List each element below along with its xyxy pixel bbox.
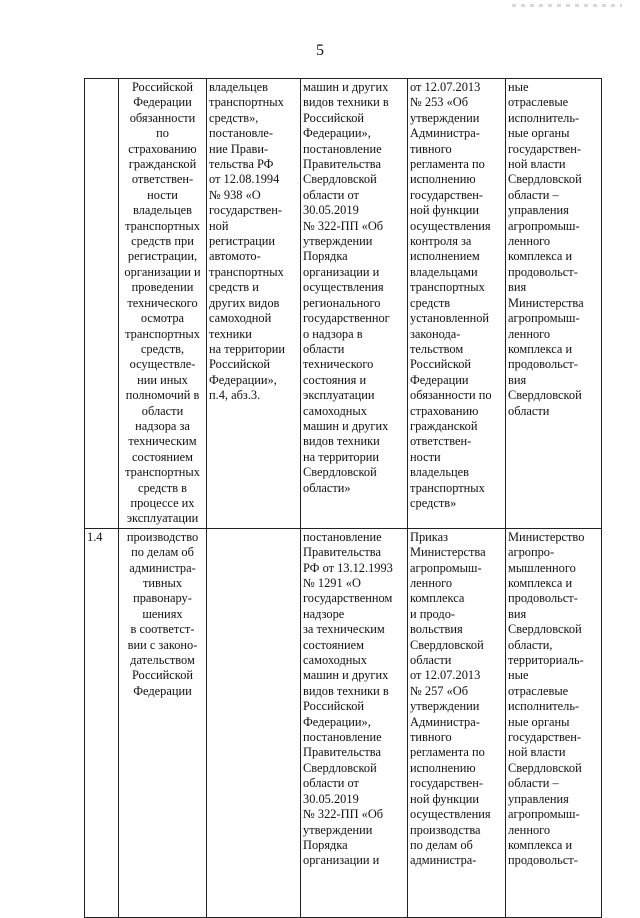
cell-text-line: за техническим: [303, 622, 385, 637]
legal-basis-regional-cell: [301, 79, 408, 529]
cell-text-line: области: [410, 653, 452, 668]
activity-cell: [119, 528, 207, 917]
cell-text-line: транспортных: [209, 264, 284, 279]
cell-text-line: 30.05.2019: [303, 203, 359, 218]
legal-basis-regional-cell: [301, 528, 408, 917]
cell-text-line: ные: [508, 80, 529, 94]
cell-text-line: государствен-: [508, 730, 581, 745]
cell-text-line: Федерации: [410, 372, 469, 387]
cell-text-line: Порядка: [303, 249, 348, 264]
cell-text-line: видов техники: [303, 434, 380, 449]
cell-text-line: области: [141, 403, 184, 418]
cell-text-line: государствен-: [410, 187, 483, 202]
cell-text-line: Администра-: [410, 714, 480, 729]
cell-text-line: ленного: [508, 234, 551, 249]
cell-text-line: гражданской: [128, 157, 197, 172]
cell-text-line: тельства РФ: [209, 157, 274, 172]
cell-text-line: Свердловской: [410, 637, 484, 652]
executor-cell: [506, 79, 602, 529]
cell-text-line: транспортных: [125, 326, 200, 341]
cell-text-line: автомото-: [209, 249, 261, 264]
cell-text-line: вия: [508, 372, 527, 387]
cell-text-line: комплекса и: [508, 341, 573, 356]
cell-text-line: о надзора в: [303, 326, 363, 341]
cell-text-line: ной функции: [410, 791, 480, 806]
cell-text-line: регионального: [303, 295, 381, 310]
cell-text-line: № 938 «О: [209, 187, 261, 202]
cell-text-line: постановление: [303, 730, 382, 745]
cell-text-line: ленного: [508, 326, 551, 341]
table-row: [85, 79, 602, 529]
cell-text-line: области –: [508, 187, 559, 202]
cell-text-line: по делам об: [131, 545, 194, 560]
cell-text-line: осуществления: [410, 218, 491, 233]
cell-text-line: гражданской: [410, 418, 478, 433]
cell-text-line: мышленного: [508, 560, 576, 575]
table-row: [85, 528, 602, 917]
cell-text-line: тельством: [410, 341, 464, 356]
cell-text-line: страхованию: [410, 403, 479, 418]
cell-text-line: комплекса и: [508, 249, 573, 264]
cell-text-line: комплекса и: [508, 576, 573, 590]
cell-text-line: на территории: [303, 449, 380, 464]
cell-text-line: осуществле-: [129, 357, 196, 372]
cell-text-line: видов техники в: [303, 683, 389, 698]
cell-text-line: страхованию: [128, 141, 197, 156]
cell-text-line: Приказ: [410, 529, 449, 544]
cell-text-line: организации и: [303, 264, 380, 279]
cell-text-line: эксплуатации: [126, 511, 199, 526]
cell-text-line: ные: [508, 668, 529, 683]
cell-text-line: от 12.07.2013: [410, 80, 481, 94]
cell-text-line: и продо-: [410, 606, 456, 621]
cell-text-line: самоходных: [303, 653, 367, 668]
cell-text-line: от 12.08.1994: [209, 172, 280, 187]
cell-text-line: дательством: [130, 653, 195, 668]
cell-text-line: средств и: [209, 280, 259, 295]
cell-text-line: других видов: [209, 295, 280, 310]
cell-text-line: продовольст-: [508, 357, 578, 372]
cell-text-line: РФ от 13.12.1993: [303, 560, 393, 575]
cell-text-line: области»: [303, 480, 351, 495]
cell-text-line: транспортных: [125, 465, 200, 480]
cell-text-line: производства: [410, 822, 481, 837]
cell-text-line: регистрации: [209, 234, 276, 249]
cell-text-line: техники: [209, 326, 252, 341]
cell-text-line: Федерации: [133, 95, 192, 110]
cell-text-line: ответствен-: [131, 172, 194, 187]
cell-text-line: вольствия: [410, 622, 463, 637]
cell-text-line: владельцев: [133, 203, 192, 218]
cell-text-line: исполнитель-: [508, 110, 580, 125]
cell-text-line: средств»,: [209, 110, 259, 125]
cell-text-line: администра-: [129, 560, 196, 575]
cell-text-line: организации и: [303, 853, 380, 868]
cell-text-line: законода-: [410, 326, 461, 341]
legal-basis-federal-cell: [207, 528, 301, 917]
cell-text-line: области от: [303, 776, 359, 791]
cell-text-line: тивных: [142, 576, 183, 590]
cell-text-line: № 253 «Об: [410, 95, 469, 110]
cell-text-line: продовольст-: [508, 264, 578, 279]
legal-basis-federal-cell: [207, 79, 301, 529]
cell-text-line: исполнитель-: [508, 699, 580, 714]
regulation-cell: [408, 528, 506, 917]
cell-text-line: государствен-: [209, 203, 282, 218]
cell-text-line: ной функции: [410, 203, 480, 218]
cell-text-line: ности: [410, 449, 441, 464]
cell-text-line: нии иных: [137, 372, 188, 387]
cell-text-line: вия: [508, 606, 527, 621]
cell-text-line: Федерации»,: [303, 714, 371, 729]
cell-text-line: самоходной: [209, 311, 272, 326]
cell-text-line: Порядка: [303, 837, 348, 852]
cell-text-line: организации и: [124, 264, 201, 279]
cell-text-line: управления: [508, 203, 569, 218]
cell-text-line: постановление: [303, 141, 382, 156]
cell-text-line: по делам об: [410, 837, 473, 852]
cell-text-line: ответствен-: [410, 434, 472, 449]
cell-text-line: Российской: [209, 357, 271, 372]
cell-text-line: эксплуатации: [303, 388, 375, 403]
cell-text-line: агропромыш-: [508, 807, 580, 822]
cell-text-line: администра-: [410, 853, 477, 868]
cell-text-line: состоянием: [303, 637, 365, 652]
cell-text-line: Свердловской: [303, 760, 377, 775]
cell-text-line: в соответст-: [130, 622, 195, 637]
cell-text-line: средств в: [137, 480, 188, 495]
cell-text-line: Свердловской: [303, 172, 377, 187]
cell-text-line: Российской: [303, 110, 365, 125]
cell-text-line: № 322-ПП «Об: [303, 218, 384, 233]
cell-text-line: средств при: [131, 234, 194, 249]
scan-artifact: [512, 4, 622, 7]
cell-text-line: ленного: [410, 576, 453, 590]
cell-text-line: продовольст-: [508, 591, 578, 606]
cell-text-line: управления: [508, 791, 569, 806]
cell-text-line: утверждении: [303, 234, 373, 249]
row-number: 1.4: [87, 529, 103, 544]
cell-text-line: комплекса и: [508, 837, 573, 852]
cell-text-line: машин и других: [303, 668, 389, 683]
regulation-cell: [408, 79, 506, 529]
cell-text-line: области: [303, 341, 345, 356]
cell-text-line: транспортных: [410, 480, 485, 495]
cell-text-line: утверждении: [410, 110, 480, 125]
cell-text-line: шениях: [142, 606, 183, 621]
cell-text-line: исполнению: [410, 760, 476, 775]
cell-text-line: транспортных: [410, 280, 485, 295]
cell-text-line: Свердловской: [508, 172, 582, 187]
cell-text-line: Российской: [131, 80, 194, 94]
row-number-cell: [85, 528, 119, 917]
cell-text-line: владельцев: [410, 465, 469, 480]
cell-text-line: ные органы: [508, 126, 570, 141]
cell-text-line: средств»: [410, 495, 457, 510]
cell-text-line: контроля за: [410, 234, 472, 249]
cell-text-line: № 1291 «О: [303, 576, 361, 590]
cell-text-line: осмотра: [140, 311, 185, 326]
cell-text-line: обязанности по: [410, 388, 492, 403]
cell-text-line: тивного: [410, 141, 452, 156]
cell-text-line: владельцев: [209, 80, 268, 94]
cell-text-line: области –: [508, 776, 559, 791]
cell-text-line: ной власти: [508, 745, 566, 760]
cell-text-line: Федерации»,: [303, 126, 371, 141]
cell-text-line: агропромыш-: [410, 560, 482, 575]
executor-cell: [506, 528, 602, 917]
cell-text-line: регламента по: [410, 157, 485, 172]
cell-text-line: от 12.07.2013: [410, 668, 481, 683]
cell-text-line: средств,: [140, 341, 185, 356]
cell-text-line: утверждении: [303, 822, 373, 837]
cell-text-line: Министерства: [508, 295, 584, 310]
cell-text-line: государственном: [303, 591, 393, 606]
cell-text-line: № 257 «Об: [410, 683, 469, 698]
cell-text-line: надзоре: [303, 606, 345, 621]
cell-text-line: осуществления: [303, 280, 384, 295]
cell-text-line: технического: [303, 357, 374, 372]
cell-text-line: Министерство: [508, 529, 585, 544]
cell-text-line: состоянием: [131, 449, 193, 464]
cell-text-line: Свердловской: [303, 465, 377, 480]
cell-text-line: техническим: [128, 434, 197, 449]
cell-text-line: самоходных: [303, 403, 367, 418]
cell-text-line: Федерации: [133, 683, 192, 698]
cell-text-line: Российской: [131, 668, 194, 683]
cell-text-line: № 322-ПП «Об: [303, 807, 384, 822]
cell-text-line: ленного: [508, 822, 551, 837]
cell-text-line: регистрации,: [127, 249, 198, 264]
cell-text-line: комплекса: [410, 591, 465, 606]
cell-text-line: Российской: [410, 357, 472, 372]
cell-text-line: проведении: [131, 280, 194, 295]
cell-text-line: на территории: [209, 341, 286, 356]
cell-text-line: отраслевые: [508, 95, 569, 110]
cell-text-line: агропро-: [508, 545, 555, 560]
cell-text-line: транспортных: [125, 218, 200, 233]
cell-text-line: полномочий в: [125, 388, 200, 403]
cell-text-line: технического: [127, 295, 198, 310]
cell-text-line: постановле-: [209, 126, 274, 141]
cell-text-line: Свердловской: [508, 760, 582, 775]
row-number-cell: [85, 79, 119, 529]
cell-text-line: п.4, абз.3.: [209, 388, 261, 403]
cell-text-line: вия: [508, 280, 527, 295]
cell-text-line: ние Прави-: [209, 141, 269, 156]
cell-text-line: Федерации»,: [209, 372, 277, 387]
cell-text-line: тивного: [410, 730, 452, 745]
cell-text-line: транспортных: [209, 95, 284, 110]
cell-text-line: Свердловской: [508, 622, 582, 637]
cell-text-line: утверждении: [410, 699, 480, 714]
cell-text-line: производство: [126, 529, 199, 544]
cell-text-line: правонару-: [133, 591, 192, 606]
cell-text-line: постановление: [303, 529, 382, 544]
cell-text-line: средств: [410, 295, 451, 310]
cell-text-line: области,: [508, 637, 553, 652]
cell-text-line: агропромыш-: [508, 311, 580, 326]
cell-text-line: Администра-: [410, 126, 480, 141]
cell-text-line: территориаль-: [508, 653, 584, 668]
cell-text-line: по: [156, 126, 169, 141]
cell-text-line: осуществления: [410, 807, 491, 822]
cell-text-line: надзора за: [135, 418, 190, 433]
cell-text-line: вии с законо-: [127, 637, 198, 652]
cell-text-line: Российской: [303, 699, 365, 714]
cell-text-line: Правительства: [303, 545, 381, 560]
cell-text-line: государственног: [303, 311, 390, 326]
cell-text-line: ной власти: [508, 157, 566, 172]
cell-text-line: продовольст-: [508, 853, 578, 868]
cell-text-line: машин и других: [303, 418, 389, 433]
cell-text-line: исполнением: [410, 249, 480, 264]
cell-text-line: ной: [209, 218, 229, 233]
cell-text-line: видов техники в: [303, 95, 389, 110]
cell-text-line: процессе их: [130, 495, 195, 510]
cell-text-line: регламента по: [410, 745, 485, 760]
cell-text-line: машин и других: [303, 80, 389, 94]
cell-text-line: государствен-: [508, 141, 581, 156]
cell-text-line: отраслевые: [508, 683, 569, 698]
cell-text-line: ности: [147, 187, 178, 202]
cell-text-line: ные органы: [508, 714, 570, 729]
cell-text-line: Правительства: [303, 745, 381, 760]
cell-text-line: области от: [303, 187, 359, 202]
cell-text-line: агропромыш-: [508, 218, 580, 233]
cell-text-line: обязанности: [129, 110, 196, 125]
cell-text-line: 30.05.2019: [303, 791, 359, 806]
cell-text-line: состояния и: [303, 372, 367, 387]
page-number: 5: [316, 42, 324, 59]
cell-text-line: Правительства: [303, 157, 381, 172]
cell-text-line: исполнению: [410, 172, 476, 187]
activity-cell: [119, 79, 207, 529]
cell-text-line: Свердловской: [508, 388, 582, 403]
cell-text-line: Министерства: [410, 545, 486, 560]
cell-text-line: установленной: [410, 311, 490, 326]
cell-text-line: владельцами: [410, 264, 478, 279]
cell-text-line: государствен-: [410, 776, 483, 791]
document-table: [84, 78, 602, 918]
cell-text-line: области: [508, 403, 550, 418]
